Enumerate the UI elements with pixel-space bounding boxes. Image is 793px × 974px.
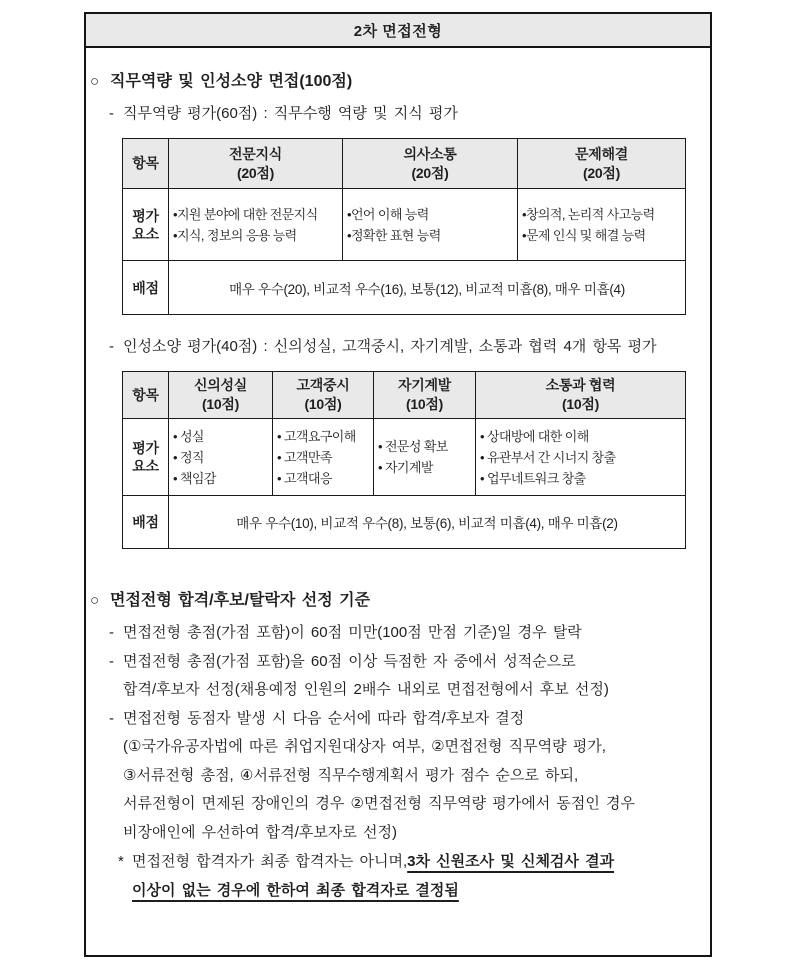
row-label-factors [123, 419, 169, 496]
header-col-2-points: (20점) [411, 164, 449, 181]
sub-item-text: 직무역량 평가(60점) : 직무수행 역량 및 지식 평가 [123, 105, 458, 122]
section-heading-criteria [90, 589, 698, 613]
factors-col-1 [169, 419, 273, 496]
criteria-line-continuation [90, 762, 698, 791]
header-col-4-points: (10점) [562, 396, 599, 412]
header-col-4 [476, 372, 686, 419]
table-header-row [123, 139, 686, 189]
factor-line: • 성실 [173, 428, 204, 444]
header-col-1-points: (10점) [202, 396, 239, 412]
criteria-text: 비장애인에 우선하여 합격/후보자로 선정) [123, 823, 397, 841]
factor-line: •지식, 정보의 응용 능력 [173, 227, 297, 243]
criteria-text: 면접전형 총점(가점 포함)이 60점 미만(100점 만점 기준)일 경우 탈락 [123, 624, 582, 641]
circle-list-marker: ○ [90, 592, 100, 609]
final-note-line-1 [90, 847, 698, 876]
job-competency-table [122, 138, 686, 315]
row-label-score: 배점 [123, 261, 169, 315]
table-factors-row [123, 419, 686, 496]
factors-col-1 [169, 189, 343, 261]
page-title: 2차 면접전형 [353, 22, 443, 40]
row-label-factors-line2: 요소 [132, 225, 159, 242]
factor-line: • 자기계발 [378, 460, 433, 475]
factors-col-3 [374, 419, 476, 496]
criteria-text: 면접전형 동점자 발생 시 다음 순서에 따라 합격/후보자 결정 [123, 709, 525, 727]
factor-line: • 고객요구이해 [277, 428, 356, 444]
factor-line: •정확한 표현 능력 [347, 227, 441, 243]
row-label-factors [123, 189, 169, 261]
section-heading-text: 면접전형 합격/후보/탈락자 선정 기준 [110, 592, 371, 609]
criteria-line-continuation [90, 790, 698, 819]
dash-marker: - [109, 709, 114, 727]
header-col-1 [169, 372, 273, 419]
circle-list-marker: ○ [90, 73, 100, 90]
table-header-row [123, 372, 686, 419]
criteria-line-continuation [90, 676, 698, 705]
header-col-1-name: 신의성실 [194, 377, 247, 393]
dash-marker: - [109, 624, 114, 641]
header-col-2-points: (10점) [304, 396, 342, 412]
sub-item-text: 인성소양 평가(40점) : 신의성실, 고객중시, 자기계발, 소통과 협력 4개 항목 평가 [123, 338, 657, 355]
note-indent [118, 876, 132, 905]
section-heading-text: 직무역량 및 인성소양 면접(100점) [110, 73, 353, 90]
dash-marker: - [109, 105, 114, 122]
criteria-text: 서류전형이 면제된 장애인의 경우 ②면접전형 직무역량 평가에서 동점인 경우 [123, 795, 635, 812]
table-factors-row [123, 189, 686, 261]
factors-col-3 [518, 189, 686, 261]
header-col-3-name: 자기계발 [398, 377, 451, 393]
factor-line: • 정직 [173, 449, 204, 465]
factor-line: •언어 이해 능력 [347, 206, 429, 222]
criteria-text: 합격/후보자 선정(채용예정 인원의 2배수 내외로 면접전형에서 후보 선정) [123, 681, 609, 698]
personality-table [122, 371, 686, 549]
dash-marker [109, 733, 123, 762]
table-score-row [123, 496, 686, 549]
asterisk-marker: * [118, 853, 124, 870]
header-col-2 [273, 372, 374, 419]
header-col-1-points: (20점) [237, 164, 274, 181]
criteria-line-continuation [90, 819, 698, 848]
note-text-emphasis: 3차 신원조사 및 신체검사 결과 [407, 853, 615, 870]
header-item: 항목 [123, 139, 169, 189]
dash-marker [109, 676, 123, 705]
criteria-line [90, 648, 698, 677]
document-page [84, 12, 712, 957]
header-col-3 [374, 372, 476, 419]
header-col-3-name: 문제해결 [575, 145, 628, 162]
factor-line: •지원 분야에 대한 전문지식 [173, 206, 318, 222]
header-col-1 [169, 139, 343, 189]
factors-col-2 [273, 419, 374, 496]
factor-line: • 유관부서 간 시너지 창출 [480, 449, 616, 465]
note-text-emphasis: 이상이 없는 경우에 한하여 최종 합격자로 결정됨 [132, 882, 459, 899]
header-item: 항목 [123, 372, 169, 419]
criteria-line [90, 705, 698, 734]
dash-marker [109, 762, 123, 791]
header-col-3-points: (10점) [406, 396, 443, 412]
header-col-3 [518, 139, 686, 189]
score-scale-text: 매우 우수(10), 비교적 우수(8), 보통(6), 비교적 미흡(4), 매우 미흡(2) [169, 496, 686, 549]
criteria-text: (①국가유공자법에 따른 취업지원대상자 여부, ②면접전형 직무역량 평가, [123, 738, 606, 755]
criteria-text: ③서류전형 총점, ④서류전형 직무수행계획서 평가 점수 순으로 하되, [123, 766, 579, 784]
row-label-score: 배점 [123, 496, 169, 549]
score-scale-text: 매우 우수(20), 비교적 우수(16), 보통(12), 비교적 미흡(8), 매우 미흡(4) [169, 261, 686, 315]
row-label-factors-line2: 요소 [132, 458, 159, 474]
factor-line: •창의적, 논리적 사고능력 [522, 206, 655, 222]
row-label-factors-line1: 평가 [132, 440, 159, 456]
header-col-2-name: 의사소통 [403, 145, 457, 162]
dash-marker: - [109, 338, 114, 355]
factor-line: • 고객대응 [277, 470, 332, 486]
selection-criteria-section [90, 589, 698, 905]
header-col-3-points: (20점) [583, 164, 620, 181]
factor-line: •문제 인식 및 해결 능력 [522, 227, 646, 243]
header-col-2 [343, 139, 518, 189]
header-col-2-name: 고객중시 [296, 377, 350, 393]
factors-col-2 [343, 189, 518, 261]
note-text-normal: 면접전형 합격자가 최종 합격자는 아니며, [132, 853, 408, 870]
dash-marker [109, 819, 123, 848]
criteria-text: 면접전형 총점(가점 포함)을 60점 이상 득점한 자 중에서 성적순으로 [123, 652, 576, 670]
factor-line: • 고객만족 [277, 449, 332, 465]
factor-line: • 상대방에 대한 이해 [480, 428, 589, 444]
row-label-factors-line1: 평가 [132, 207, 159, 224]
factors-col-4 [476, 419, 686, 496]
table-score-row [123, 261, 686, 315]
section-heading-interview [90, 70, 698, 94]
dash-marker [109, 790, 123, 819]
final-note-line-2 [90, 876, 698, 905]
criteria-line [90, 619, 698, 648]
factor-line: • 책임감 [173, 470, 216, 486]
header-col-4-name: 소통과 협력 [545, 377, 616, 393]
dash-marker: - [109, 652, 114, 670]
document-title-bar [86, 14, 710, 48]
factor-line: • 업무네트워크 창출 [480, 470, 586, 486]
header-col-1-name: 전문지식 [229, 145, 282, 162]
factor-line: • 전문성 확보 [378, 439, 448, 454]
document-content [86, 48, 710, 905]
sub-item-job-competency [90, 102, 698, 126]
sub-item-personality [90, 335, 698, 359]
criteria-line-continuation [90, 733, 698, 762]
